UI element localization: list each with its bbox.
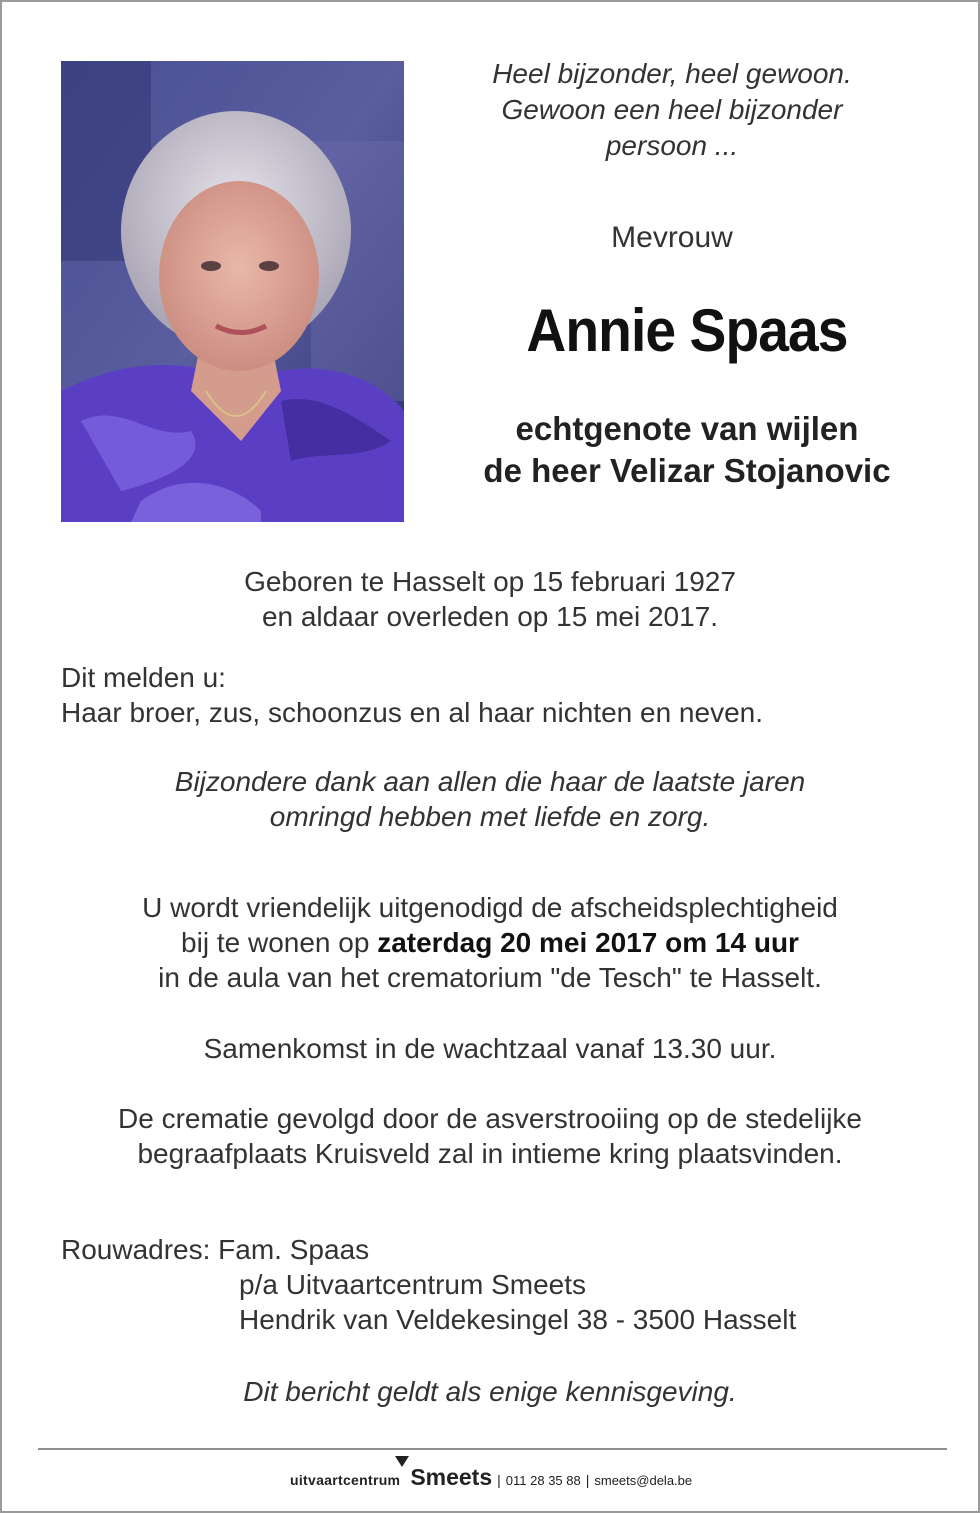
gathering-info: Samenkomst in de wachtzaal vanaf 13.30 uur. [203,1033,777,1064]
spouse-line-1: echtgenote van wijlen [515,410,859,447]
quote-line-1: Heel bijzonder, heel gewoon. [492,58,852,89]
announcement [61,660,941,730]
opening-quote [422,56,922,164]
invitation-line-2 [2,925,978,960]
cremation-info [2,1101,978,1171]
thanks-message [2,764,978,834]
separator-2: | [585,1472,590,1488]
brand-prefix: uitvaartcentrum [290,1472,401,1488]
spouse-info [422,408,952,492]
footer-phone: 011 28 35 88 [505,1473,581,1488]
address-line-3: Hendrik van Veldekesingel 38 - 3500 Hasselt [239,1304,797,1335]
invitation-line-2-prefix: bij te wonen op [181,927,378,958]
separator-1: | [497,1472,501,1488]
death-line: en aldaar overleden op 15 mei 2017. [261,601,719,632]
footer-email[interactable]: smeets@dela.be [594,1473,693,1488]
footer-divider [38,1448,947,1450]
notice-text: Dit bericht geldt als enige kennisgeving. [243,1376,737,1407]
ceremony-date-time: zaterdag 20 mei 2017 om 14 uur [377,927,799,958]
cremation-line-1: De crematie gevolgd door de asverstrooiing op de stedelijke [118,1103,862,1134]
mourning-address [61,1232,941,1337]
funeral-home-footer [290,1464,692,1494]
spouse-line-2: de heer Velizar Stojanovic [483,452,891,489]
birth-line: Geboren te Hasselt op 15 februari 1927 [244,566,736,597]
address-line-2: p/a Uitvaartcentrum Smeets [239,1269,587,1300]
announcement-intro: Dit melden u: [61,662,226,693]
address-label: Rouwadres: Fam. Spaas [61,1234,370,1265]
quote-line-3: persoon ... [605,130,739,161]
cremation-line-2: begraafplaats Kruisveld zal in intieme kring plaatsvinden. [137,1138,843,1169]
honorific: Mevrouw [611,221,733,254]
invitation-line-3: in de aula van het crematorium "de Tesch" te Hasselt. [158,962,822,993]
thanks-line-2: omringd hebben met liefde en zorg. [269,801,711,832]
thanks-line-1: Bijzondere dank aan allen die haar de laatste jaren [174,766,806,797]
ceremony-invitation [2,890,978,995]
birth-death-info [2,564,978,634]
deceased-name: Annie Spaas [526,297,848,364]
quote-line-2: Gewoon een heel bijzonder [501,94,843,125]
portrait-photo [61,61,404,522]
brand-name: Smeets [410,1464,493,1490]
announcement-family: Haar broer, zus, schoonzus en al haar nichten en neven. [61,697,763,728]
invitation-line-1: U wordt vriendelijk uitgenodigd de afscheidsplechtigheid [142,892,838,923]
portrait-photo-icon [61,61,404,522]
